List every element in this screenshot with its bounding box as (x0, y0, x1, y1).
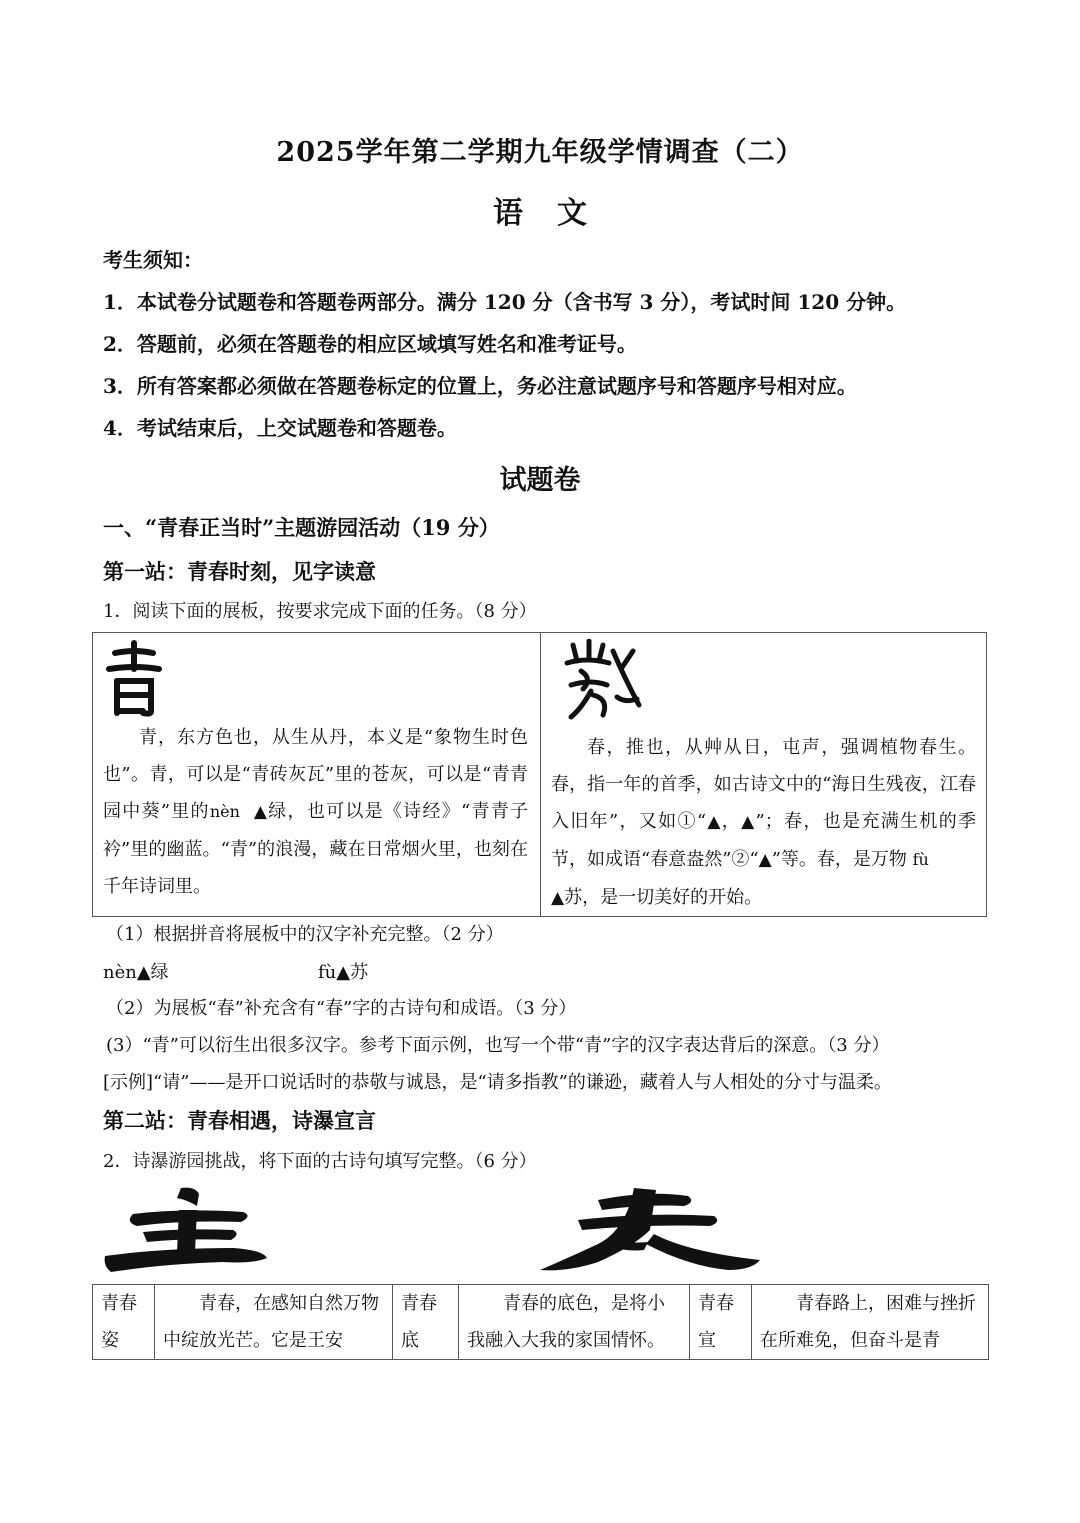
panel-left-text (103, 719, 528, 905)
poem-table (92, 1284, 989, 1360)
question-2: 2．诗瀑游园挑战，将下面的古诗句填写完整。（6 分） (103, 1151, 537, 1172)
table-row (93, 1285, 989, 1360)
fill-blank-fu: fù▲苏 (318, 962, 369, 983)
panel-left-part-a: 青，东方色也，从生从丹，本义是“象物生时色也”。青，可以是“青砖灰瓦”里的苍灰，可以是“青青园中葵”里的 (103, 727, 528, 822)
blank-marker: ▲ (551, 888, 565, 908)
table-cell-label: 青春宣 (690, 1285, 752, 1360)
table-cell-label: 青春姿 (93, 1285, 155, 1360)
example-text: [示例]“请”——是开口说话时的恭敬与诚恳，是“请多指教”的谦逊，藏着人与人相处的分寸与温柔。 (103, 1072, 892, 1093)
seal-chun-icon (563, 639, 643, 721)
subject-title: 语文 (493, 196, 621, 231)
paper-title: 试题卷 (499, 465, 581, 496)
blank-marker: ▲ (741, 812, 756, 832)
question-1: 1．阅读下面的展板，按要求完成下面的任务。（8 分） (103, 601, 537, 622)
notice-item: 3．所有答案都必须做在答题卷标定的位置上，务必注意试题序号和答题序号相对应。 (103, 374, 857, 398)
blank-marker: ▲ (706, 812, 722, 832)
panel-right-part-d: 苏，是一切美好的开始。 (564, 887, 763, 908)
station-2-title: 第二站：青春相遇，诗瀑宣言 (103, 1108, 376, 1133)
fill-blank-nen: nèn▲绿 (103, 962, 169, 983)
display-panel (92, 632, 987, 917)
notice-item: 4．考试结束后，上交试题卷和答题卷。 (103, 416, 457, 440)
panel-right-text: 春，推也，从艸从日，屯声，强调植物春生。春，指一年的首季，如古诗文中的“海日生残夜，江春入旧年”，又如①“▲，▲”；春，也是充满生机的季节，如成语“春意盎然”②“▲”等。春，是万物 fù ▲苏，是一切美好的开始。 (551, 737, 977, 908)
table-cell-text: 青春路上，困难与挫折在所难免，但奋斗是青 (752, 1285, 989, 1360)
sub-question-1: （1）根据拼音将展板中的汉字补充完整。（2 分） (106, 924, 504, 945)
section-title: 一、“青春正当时”主题游园活动（19 分） (103, 515, 500, 540)
panel-right-part-a: 春，推也，从艸从日，屯声，强调植物春生。春，指一年的首季，如古诗文中的“海日生残夜，江春入旧年”，又如①“ (551, 737, 976, 832)
sub-question-2: （2）为展板“春”补充含有“春”字的古诗句和成语。（3 分） (106, 998, 577, 1019)
brush-glyph-right-icon (538, 1186, 763, 1274)
pinyin-nen: nèn (209, 802, 240, 821)
panel-right-part-c: ”等。春，是万物 (771, 849, 907, 870)
notice-heading: 考生须知： (103, 248, 203, 272)
panel-right-part-b: ”；春，也是充满生机的季节，如成语“春意盎然”②“ (551, 811, 977, 870)
pinyin-fu: fù (912, 850, 929, 869)
notice-item: 2．答题前，必须在答题卷的相应区域填写姓名和准考证号。 (103, 332, 637, 356)
seal-qing-icon (103, 639, 165, 717)
panel-left-part-b: 绿，也可以是《诗经》“青青子衿”里的幽蓝。“青”的浪漫，藏在日常烟火里，也刻在千年诗词里。 (103, 801, 529, 897)
table-cell-text: 青春，在感知自然万物中绽放光芒。它是王安 (155, 1285, 393, 1360)
table-cell-text: 青春的底色，是将小我融入大我的家国情怀。 (459, 1285, 690, 1360)
panel-divider (540, 633, 541, 916)
blank-marker: ▲ (758, 850, 772, 870)
exam-title: 2025学年第二学期九年级学情调查（二） (276, 137, 804, 168)
table-cell-label: 青春底 (393, 1285, 459, 1360)
notice-item: 1．本试卷分试题卷和答题卷两部分。满分 120 分（含书写 3 分），考试时间 120 分钟。 (103, 290, 907, 314)
notice-list (103, 286, 983, 454)
brush-glyph-left-icon (103, 1186, 268, 1274)
sub-question-3: (3）“青”可以衍生出很多汉字。参考下面示例，也写一个带“青”字的汉字表达背后的深意。（3 分） (106, 1035, 890, 1056)
blank-marker: ▲ (253, 802, 269, 822)
station-1-title: 第一站：青春时刻，见字读意 (103, 559, 376, 584)
